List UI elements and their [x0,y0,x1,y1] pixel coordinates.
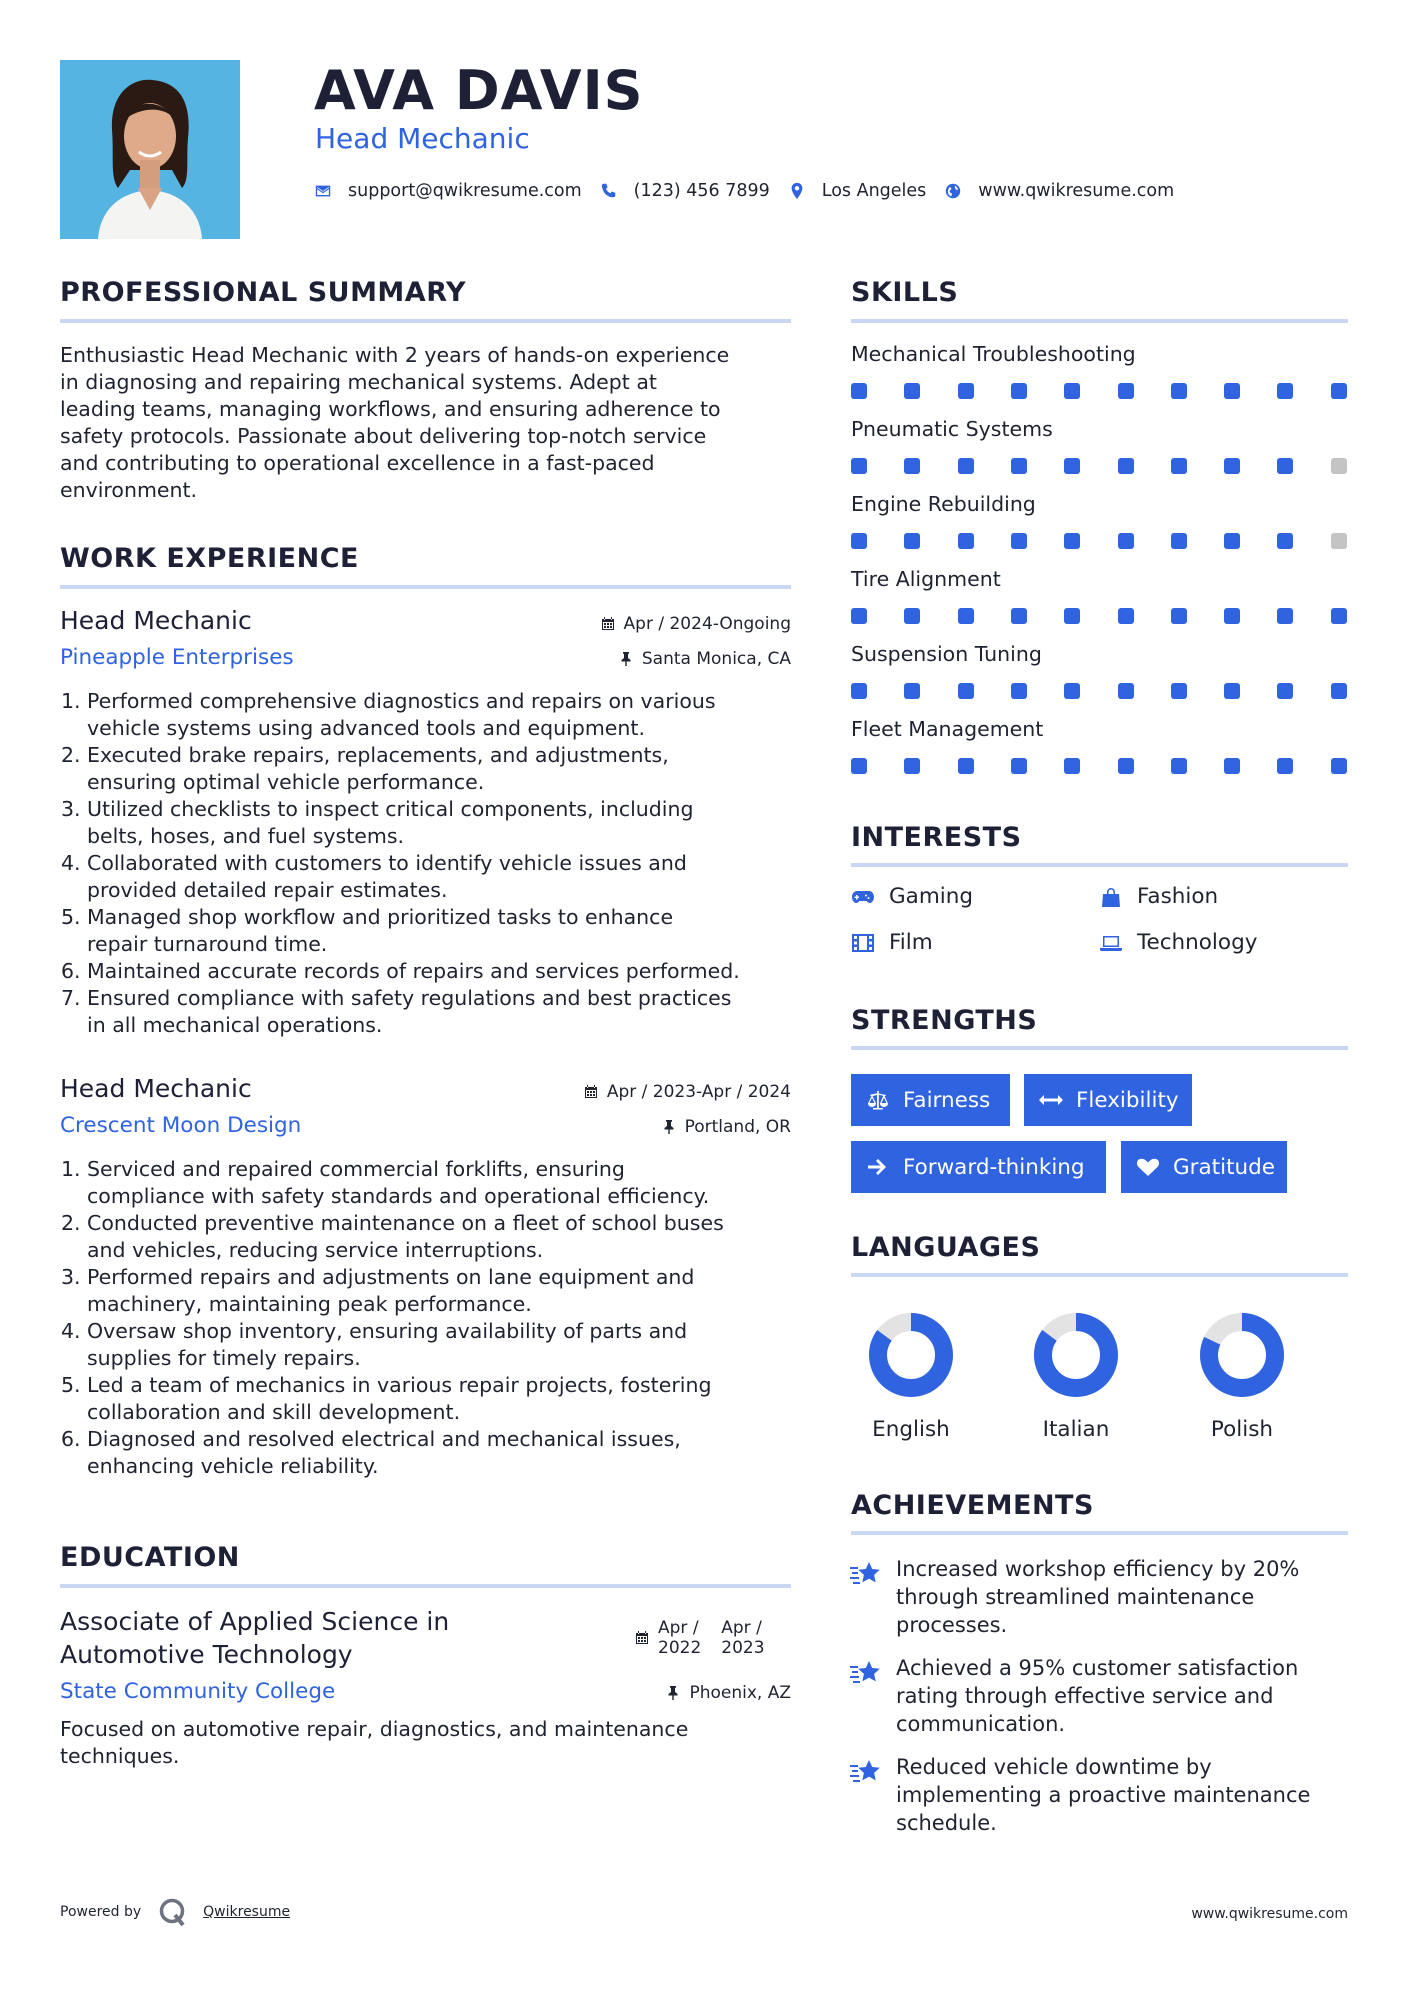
skill-dot-filled [1064,683,1080,699]
star-icon [849,1758,883,1788]
gamepad-icon [851,886,875,908]
globe-icon [944,182,962,200]
skills-divider [851,319,1348,323]
phone-icon [600,182,618,200]
list-item: 1. Serviced and repaired commercial forklifts, ensuring compliance with safety standards and operational efficiency. [61,1157,710,1208]
language-name: Polish [1210,1417,1274,1442]
job-location-text: Santa Monica, CA [641,649,791,669]
skill-dot-filled [1118,758,1134,774]
languages-divider [851,1273,1348,1277]
skills-heading: SKILLS [851,277,959,308]
skill-dot-filled [1064,758,1080,774]
skill-dot-filled [851,383,867,399]
language-level-ring [1031,1310,1121,1400]
skill-dot-filled [851,533,867,549]
interests-heading: INTERESTS [851,822,1022,853]
skill-name: Mechanical Troubleshooting [851,342,1136,366]
arrows-horizontal-icon [1038,1089,1064,1111]
skill-dot-filled [1064,608,1080,624]
list-item: 4. Oversaw shop inventory, ensuring availability of parts and supplies for timely repairs. [61,1319,688,1370]
skill-dot-filled [1118,383,1134,399]
list-item: 2. Executed brake repairs, replacements, and adjustments, ensuring optimal vehicle performance. [61,743,669,794]
education-description: Focused on automotive repair, diagnostics, and maintenance techniques. [60,1717,689,1768]
skill-dot-filled [958,458,974,474]
footer-website[interactable]: www.qwikresume.com [1191,1906,1348,1922]
profile-photo [60,60,240,239]
skill-dot-filled [1011,533,1027,549]
skill-dot-filled [904,683,920,699]
summary-heading: PROFESSIONAL SUMMARY [60,277,467,308]
summary-line: safety protocols. Passionate about delivering top-notch service [60,424,707,448]
skill-dot-filled [1064,533,1080,549]
skill-dot-empty [1331,458,1347,474]
skill-dot-filled [1277,533,1293,549]
skill-dot-filled [1224,458,1240,474]
job-bullets [61,1156,799,1480]
list-item: 3. Utilized checklists to inspect critical components, including belts, hoses, and fuel systems. [61,797,694,848]
achievement-line: schedule. [896,1811,997,1835]
education-heading: EDUCATION [60,1542,240,1573]
footer-powered-by [60,1896,290,1928]
strength-badge-fairness: Fairness [851,1074,1010,1126]
company-name: Pineapple Enterprises [60,645,294,670]
job-date-text: Apr / 2024-Ongoing [623,614,791,634]
skill-dot-filled [1224,608,1240,624]
job-bullets [61,688,799,1039]
skill-dot-filled [1224,383,1240,399]
map-marker-icon [788,182,806,200]
strengths-divider [851,1046,1348,1050]
skill-dot-filled [1277,608,1293,624]
school-name: State Community College [60,1679,336,1704]
location-text: Los Angeles [821,181,927,201]
skill-dot-filled [1277,758,1293,774]
achievement-line: processes. [896,1613,1008,1637]
skill-dot-filled [958,683,974,699]
education-location [665,1683,791,1703]
contact-email[interactable] [314,181,582,201]
job-date-text: Apr / 2023-Apr / 2024 [606,1082,791,1102]
skill-dot-filled [851,458,867,474]
job-date [600,614,791,634]
achievement-line: Reduced vehicle downtime by [896,1755,1212,1779]
achievement-line: through streamlined maintenance [896,1585,1255,1609]
skill-name: Engine Rebuilding [851,492,1036,516]
laptop-icon [1099,932,1123,954]
skill-name: Fleet Management [851,717,1044,741]
website-text: www.qwikresume.com [978,181,1175,201]
interest-item-gaming: Gaming [851,883,973,911]
contact-location [788,181,927,201]
strengths-heading: STRENGTHS [851,1005,1038,1036]
achievements-divider [851,1531,1348,1535]
arrow-right-icon [865,1156,891,1178]
skill-dot-filled [904,758,920,774]
heart-icon [1135,1156,1161,1178]
education-location-text: Phoenix, AZ [689,1683,791,1703]
experience-heading: WORK EXPERIENCE [60,543,359,574]
skill-dot-filled [1331,383,1347,399]
list-item: 7. Ensured compliance with safety regulations and best practices in all mechanical operations. [61,986,732,1037]
skill-dot-filled [1171,758,1187,774]
skill-dot-filled [1118,683,1134,699]
film-icon [851,932,875,954]
calendar-icon [583,1084,599,1100]
languages-heading: LANGUAGES [851,1232,1041,1263]
job-date [583,1082,791,1102]
contact-website[interactable] [944,181,1174,201]
skill-dot-filled [851,683,867,699]
job-location [661,1117,791,1137]
summary-divider [60,319,791,323]
achievement-line: Increased workshop efficiency by 20% [896,1557,1300,1581]
shopping-bag-icon [1099,886,1123,908]
job-location [618,649,791,669]
skill-dot-filled [904,383,920,399]
skill-dot-filled [958,383,974,399]
skill-rating [851,458,1347,474]
language-name: Italian [1042,1417,1110,1442]
summary-line: in diagnosing and repairing mechanical systems. Adept at [60,370,657,394]
strength-badge-flexibility: Flexibility [1024,1074,1192,1126]
list-item: 4. Collaborated with customers to identify vehicle issues and provided detailed repair estimates. [61,851,687,902]
star-icon [849,1659,883,1689]
skill-dot-filled [1277,683,1293,699]
calendar-icon [600,616,616,632]
strength-badge-forward-thinking: Forward-thinking [851,1141,1106,1193]
skill-dot-filled [1118,458,1134,474]
skill-dot-filled [1171,458,1187,474]
skill-dot-filled [958,758,974,774]
thumbtack-icon [618,651,634,667]
summary-text [60,342,800,504]
interest-item-technology: Technology [1099,929,1257,957]
summary-line: leading teams, managing workflows, and ensuring adherence to [60,397,721,421]
envelope-icon [314,182,332,200]
skill-dot-filled [1277,383,1293,399]
education-entry [60,1600,791,1780]
experience-divider [60,585,791,589]
job-entry [60,1068,791,1488]
skill-dot-filled [1224,683,1240,699]
skill-rating [851,758,1347,774]
list-item: 2. Conducted preventive maintenance on a fleet of school buses and vehicles, reducing service interruptions. [61,1211,724,1262]
skill-dot-filled [1171,383,1187,399]
interest-item-film: Film [851,929,933,957]
qwikresume-link[interactable]: Qwikresume [203,1904,291,1920]
powered-by-text: Powered by [60,1904,142,1920]
balance-scale-icon [865,1089,891,1111]
language-level-ring [866,1310,956,1400]
skill-rating [851,533,1347,549]
star-icon [849,1560,883,1590]
skill-dot-filled [1171,683,1187,699]
contact-phone[interactable] [600,181,770,201]
achievement-item [896,1753,1351,1837]
list-item: 5. Led a team of mechanics in various repair projects, fostering collaboration and skill development. [61,1373,712,1424]
list-item: 3. Performed repairs and adjustments on lane equipment and machinery, maintaining peak performance. [61,1265,695,1316]
skill-dot-filled [1331,683,1347,699]
skill-dot-filled [1064,383,1080,399]
skill-dot-filled [1331,758,1347,774]
skill-dot-filled [1224,533,1240,549]
skill-dot-filled [1171,608,1187,624]
phone-text: (123) 456 7899 [633,181,770,201]
skill-dot-filled [904,458,920,474]
list-item: 5. Managed shop workflow and prioritized tasks to enhance repair turnaround time. [61,905,674,956]
summary-line: environment. [60,478,198,502]
skill-dot-empty [1331,533,1347,549]
skill-name: Tire Alignment [851,567,1001,591]
skill-dot-filled [1011,758,1027,774]
skill-dot-filled [1118,608,1134,624]
list-item: 6. Maintained accurate records of repairs and services performed. [61,959,740,983]
skill-dot-filled [904,608,920,624]
skill-name: Suspension Tuning [851,642,1042,666]
skill-dot-filled [1224,758,1240,774]
job-title: Head Mechanic [60,1074,252,1103]
list-item: 6. Diagnosed and resolved electrical and mechanical issues, enhancing vehicle reliability. [61,1427,681,1478]
achievement-line: rating through effective service and [896,1684,1274,1708]
skill-dot-filled [1277,458,1293,474]
skill-dot-filled [851,608,867,624]
skill-dot-filled [1331,608,1347,624]
skill-dot-filled [958,533,974,549]
language-level-ring [1197,1310,1287,1400]
summary-line: and contributing to operational excellence in a fast-paced [60,451,655,475]
thumbtack-icon [661,1119,677,1135]
skill-rating [851,608,1347,624]
skill-dot-filled [904,533,920,549]
education-divider [60,1584,791,1588]
interest-item-fashion: Fashion [1099,883,1218,911]
skill-dot-filled [1118,533,1134,549]
skill-dot-filled [1064,458,1080,474]
skill-dot-filled [1011,458,1027,474]
achievement-item [896,1555,1351,1639]
job-title: Head Mechanic [60,606,252,635]
achievements-heading: ACHIEVEMENTS [851,1490,1094,1521]
degree-title: Associate of Applied Science in Automotive Technology [60,1607,450,1669]
skill-name: Pneumatic Systems [851,417,1053,441]
summary-line: Enthusiastic Head Mechanic with 2 years of hands-on experience [60,343,730,367]
job-entry [60,600,791,1050]
achievement-item [896,1654,1351,1738]
candidate-title: Head Mechanic [315,122,530,155]
skill-dot-filled [1011,683,1027,699]
interests-divider [851,863,1348,867]
skill-rating [851,683,1347,699]
skill-rating [851,383,1347,399]
language-name: English [872,1417,950,1442]
list-item: 1. Performed comprehensive diagnostics and repairs on various vehicle systems using advanced tools and equipment. [61,689,716,740]
job-location-text: Portland, OR [684,1117,791,1137]
achievement-line: implementing a proactive maintenance [896,1783,1311,1807]
education-dates [634,1618,765,1658]
skill-dot-filled [1011,383,1027,399]
education-start: Apr / 2022 [658,1618,702,1658]
skill-dot-filled [1171,533,1187,549]
skill-dot-filled [1011,608,1027,624]
qwikresume-logo-icon [157,1896,189,1928]
email-text: support@qwikresume.com [348,181,582,201]
achievement-line: communication. [896,1712,1066,1736]
contact-bar [314,178,1192,204]
company-name: Crescent Moon Design [60,1113,302,1138]
skill-dot-filled [851,758,867,774]
skill-dot-filled [958,608,974,624]
candidate-name: AVA DAVIS [314,59,644,122]
thumbtack-icon [665,1685,681,1701]
calendar-icon [634,1630,650,1646]
strength-badge-gratitude: Gratitude [1121,1141,1287,1193]
achievement-line: Achieved a 95% customer satisfaction [896,1656,1299,1680]
education-end: Apr / 2023 [721,1618,765,1658]
